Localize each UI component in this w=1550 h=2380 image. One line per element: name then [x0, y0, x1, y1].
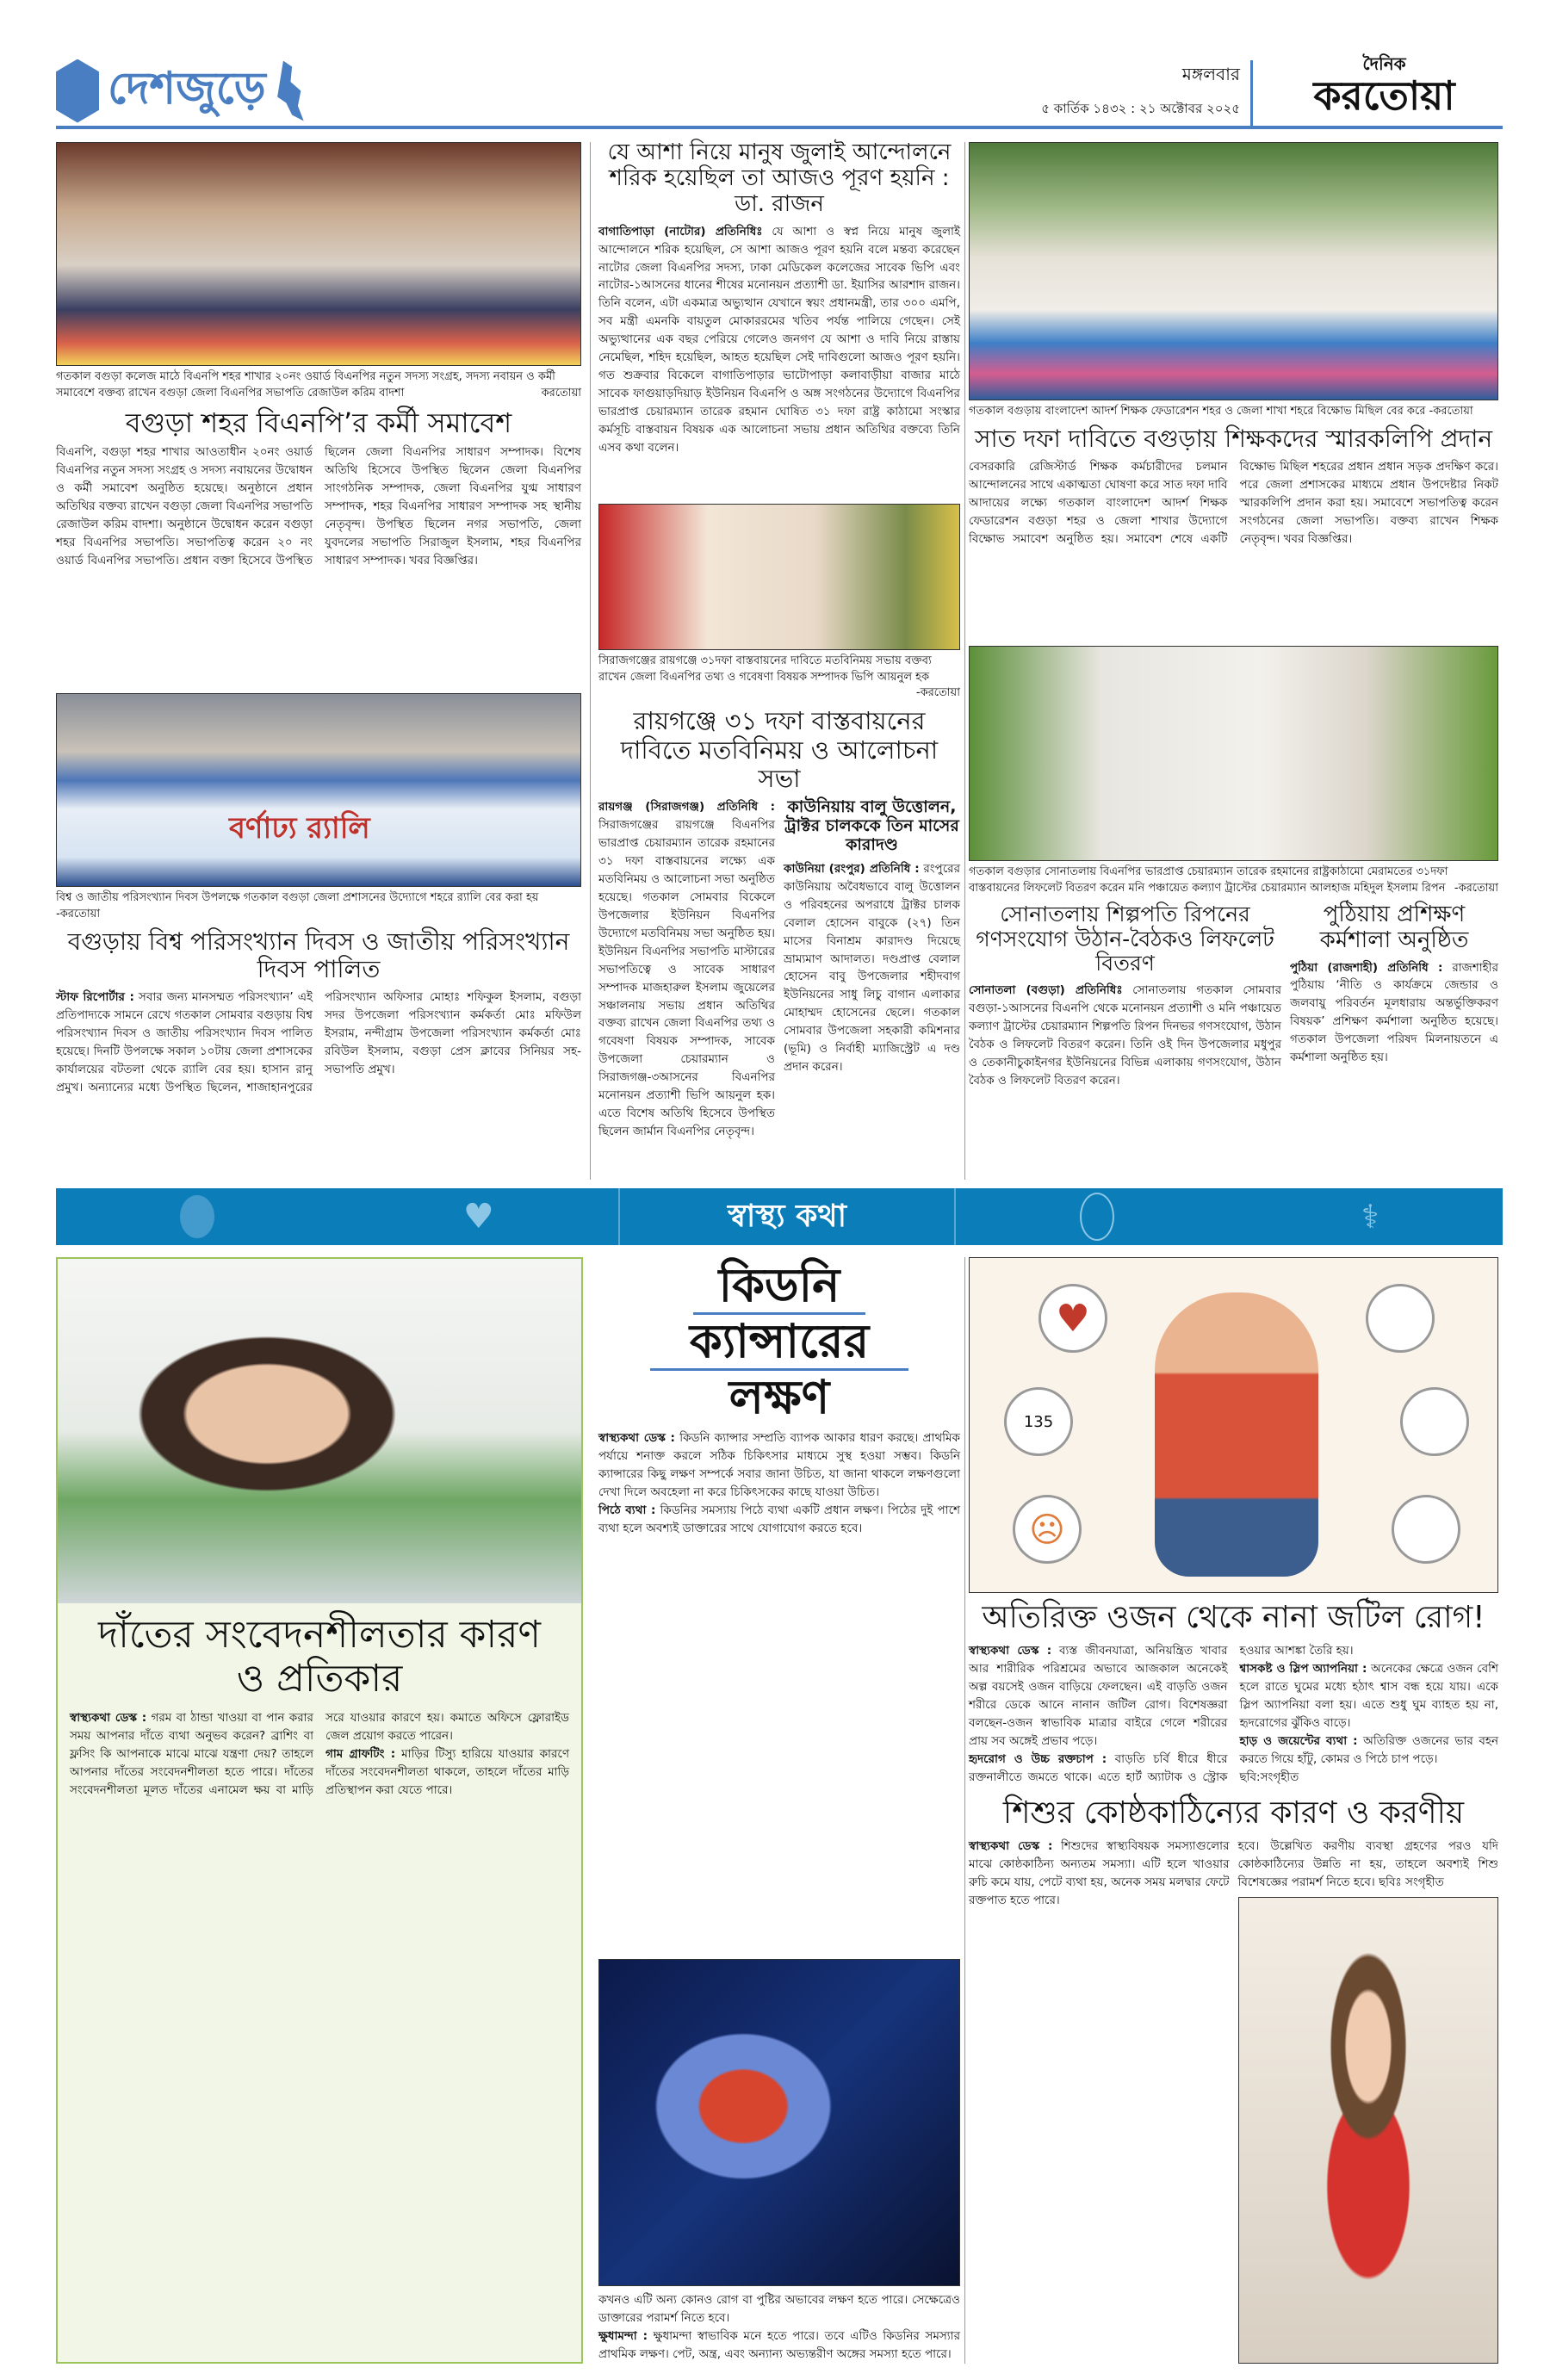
bangladesh-map-icon [275, 61, 304, 121]
caption: গতকাল বগুড়ায় বাংলাদেশ আদর্শ শিক্ষক ফেডারেশন শহর ও জেলা শাখা শহরে বিক্ষোভ মিছিল বের করে -করতোয়া [969, 405, 1473, 418]
sad-face-icon: ☹ [1013, 1495, 1082, 1564]
obese-man-figure [1155, 1292, 1318, 1577]
article-body: স্বাস্থ্যকথা ডেস্ক : গরম বা ঠান্ডা খাওয়া বা পান করার সময় আপনার দাঁতে ব্যথা অনুভব করেন? ব্রাশিং বা ফ্লসিং কি আপনাকে মাঝে মাঝে যন্ত্রণা দেয়? তাহলে আপনার দাঁতের সংবেদনশীলতা হতে পারে। দাঁতের সংবেদনশীলতা মূলত দাঁতের এনামেল ক্ষয় বা মাড়ি সরে যাওয়ার কারণে হয়। কমাতে অফিসে ফ্লোরাইড জেল প্রয়োগ করতে পারেন। গাম গ্রাফটিং : মাড়ির টিস্যু হারিয়ে যাওয়ার কারণে দাঁতের সংবেদনশীলতা থাকলে, তাহলে দাঁতের মাড়ি প্রতিস্থাপন করা যেতে পারে। [70, 1711, 569, 1797]
article-body: বাগাতিপাড়া (নাটোর) প্রতিনিধিঃ যে আশা ও স্বপ্ন নিয়ে মানুষ জুলাই আন্দোলনে শরিক হয়েছিল, সে আশা আজও পূরণ হয়নি বলে মন্তব্য করেছেন নাটোর জেলা বিএনপির সদস্য, ঢাকা মেডিকেল কলেজের সাবেক ভিপি এবং নাটোর-১আসনের ধানের শীষের মনোনয়ন প্রত্যাশী ডা. ইয়াসির আরশাদ রাজন। তিনি বলেন, এটা একমাত্র অভ্যুত্থান যেখানে স্বয়ং প্রধানমন্ত্রী, তার ৩০০ এমপি, সব মন্ত্রী এমনকি বায়তুল মোকাররমের খতিব পর্যন্ত পালিয়ে গেছেন। সেই অভ্যুত্থানের এক বছর পেরিয়ে গেলেও জনগণ যে আশা ও দাবি নিয়ে রাস্তায় নেমেছিল, শহিদ হয়েছিল, আহত হয়েছিল সেই দাবিগুলো আজও পূরণ হয়নি। গত শুক্রবার বিকেলে বাগাতিপাড়ার ভাটোপাড়া কলাবাড়ীয়া বাজার মাঠে সাবেক ফাগুয়াড়দিয়াড় ইউনিয়ন বিএনপি ও অঙ্গ সংগঠনের উদ্যোগে বিএনপির ভারপ্রাপ্ত চেয়ারম্যান তারেক রহমান ঘোষিত ৩১ দফা রাষ্ট্র কাঠামো সংস্কার কর্মসূচি বাস্তবায়ন বিষয়ক এক আলোচনা সভায় প্রধান অতিথির বক্তব্যে তিনি এসব কথা বলেন। [598, 224, 960, 455]
cells-icon [1392, 1495, 1460, 1564]
article-body: সোনাতলা (বগুড়া) প্রতিনিধিঃ সোনাতলায় গতকাল সোমবার বগুড়া-১আসনের বিএনপি থেকে মনোনয়ন প্রত্যাশী ও মনি পঞ্চায়েত কল্যাণ ট্রাস্টের চেয়ারম্যান শিল্পপতি রিপন দিনভর গণসংযোগ, উঠান বৈঠক ও লিফলেট বিতরণ করেন। তিনি ওই দিন উপজেলার মধুপুর ও তেকানীচুকাইনগর ইউনিয়নের বিভিন্ন এলাকায় গণসংযোগ, উঠান বৈঠক ও লিফলেট বিতরণ করেন। [969, 983, 1282, 1088]
caption: গতকাল বগুড়ার সোনাতলায় বিএনপির ভারপ্রাপ্ত চেয়ারম্যান তারেক রহমানের রাষ্ট্রকাঠামো মেরামতের ৩১দফা বাস্তবায়নের লিফলেট বিতরণ করেন মনি পঞ্চায়েত কল্যাণ ট্রাস্টের চেয়ারম্যান আলহাজ মহিদুল ইসলাম রিপন -করতোয়া [969, 865, 1498, 895]
masthead: দৈনিক করতোয়া [1313, 53, 1455, 119]
photo-leaflet-distribution [969, 646, 1498, 861]
header-rule [56, 126, 1503, 129]
photo-woman-toothache [58, 1259, 581, 1603]
section-title: দেশজুড়ে [108, 63, 266, 115]
fetus-icon [1080, 1193, 1114, 1241]
headline: দাঁতের সংবেদনশীলতার কারণ ও প্রতিকার [97, 1613, 542, 1701]
headline: রায়গঞ্জে ৩১ দফা বাস্তবায়নের দাবিতে মতবিনিময় ও আলোচনা সভা [620, 706, 939, 794]
banner-title: স্বাস্থ্য কথা [620, 1188, 956, 1245]
heartbeat-icon: ♥ [462, 1197, 494, 1236]
headline: সোনাতলায় শিল্পপতি রিপনের গণসংযোগ উঠান-বৈঠকও লিফলেট বিতরণ [976, 901, 1274, 976]
banner-text: বর্ণাঢ্য র‌্যালি [229, 811, 370, 846]
teeth-article-panel [56, 1257, 583, 2364]
headline: যে আশা নিয়ে মানুষ জুলাই আন্দোলনে শরিক হয়েছিল তা আজও পূরণ হয়নি : ডা. রাজন [607, 139, 952, 217]
headline: অতিরিক্ত ওজন থেকে নানা জটিল রোগ! [982, 1600, 1485, 1635]
headline: কিডনি ক্যান্সারের লক্ষণ [598, 1259, 960, 1424]
caption: বিশ্ব ও জাতীয় পরিসংখ্যান দিবস উপলক্ষে গতকাল বগুড়া জেলা প্রশাসনের উদ্যোগে শহরে র‌্যালি বের করা হয় -করতোয়া [56, 891, 539, 920]
photo-raiganj-meeting [598, 504, 960, 650]
headline: শিশুর কোষ্ঠকাঠিন্যের কারণ ও করণীয় [1002, 1794, 1465, 1831]
headline: সাত দফা দাবিতে বগুড়ায় শিক্ষকদের স্মারকলিপি প্রদান [974, 424, 1493, 453]
photo-bnp-rally [56, 142, 581, 366]
article-body: স্বাস্থ্যকথা ডেস্ক : কিডনি ক্যান্সার সম্প্রতি ব্যাপক আকার ধারণ করছে। প্রাথমিক পর্যায়ে শনাক্ত করলে সঠিক চিকিৎসার মাধ্যমে সুস্থ হওয়া সম্ভব। কিডনি ক্যান্সারের কিছু লক্ষণ সম্পর্কে সবার জানা উচিত, যা জানা থাকলে লক্ষণগুলো দেখা দিলে অবহেলা না করে চিকিৎসকের কাছে যাওয়া উচিত। পিঠে ব্যথা : কিডনির সমস্যায় পিঠে ব্যথা একটি প্রধান লক্ষণ। পিঠের দুই পাশে ব্যথা হলে অবশ্যই ডাক্তারের সাথে যোগাযোগ করতে হবে। [598, 1431, 960, 1535]
article-body: বেসরকারি রেজিস্টার্ড শিক্ষক কর্মচারীদের চলমান আন্দোলনের সাথে একাত্মতা ঘোষণা করে সাত দফা দাবি আদায়ের লক্ষ্যে গতকাল বাংলাদেশ আদর্শ শিক্ষক ফেডারেশন বগুড়া শহর ও জেলা শাখার উদ্যোগে বিক্ষোভ সমাবেশ অনুষ্ঠিত হয়। সমাবেশ শেষে একটি বিক্ষোভ মিছিল শহরের প্রধান প্রধান সড়ক প্রদক্ষিণ করে। পরে জেলা প্রশাসকের মাধ্যমে প্রধান উপদেষ্টার নিকট স্মারকলিপি প্রদান করা হয়। সমাবেশে সভাপতিত্ব করেন সংগঠনের জেলা সভাপতি। বক্তব্য রাখেন শিক্ষক নেতৃবৃন্দ। খবর বিজ্ঞপ্তির। [969, 460, 1498, 546]
date: ৫ কার্তিক ১৪৩২ : ২১ অক্টোবর ২০২৫ [1041, 101, 1240, 116]
article-body: হবে। উল্লেখিত করণীয় ব্যবস্থা গ্রহণের পরও যদি কোষ্ঠকাঠিন্যের উন্নতি না হয়, তাহলে অবশ্যই শিশু বিশেষজ্ঞের পরামর্শ নিতে হবে। ছবিঃ সংগৃহীত [1237, 1839, 1498, 1889]
headline: কাউনিয়ায় বালু উত্তোলন, ট্রাক্টর চালককে তিন মাসের কারাদণ্ড [784, 797, 959, 855]
photo-child-toilet [1238, 1897, 1499, 2364]
headline: পুঠিয়ায় প্রশিক্ষণ কর্মশালা অনুষ্ঠিত [1319, 901, 1469, 953]
photo-statistics-rally [56, 693, 581, 887]
article-body: স্বাস্থ্যকথা ডেস্ক : ব্যস্ত জীবনযাত্রা, অনিয়ন্ত্রিত খাবার আর শারীরিক পরিশ্রমের অভাবে আজকাল অনেকেই অল্প বয়সেই ওজন বাড়িয়ে ফেলছেন। এই বাড়তি ওজন শরীরে ডেকে আনে নানান জটিল রোগ। বিশেষজ্ঞরা বলছেন-ওজন স্বাভাবিক মাত্রার বাইরে গেলে শরীরের প্রায় সব অঙ্গেই প্রভাব পড়ে। হৃদরোগ ও উচ্চ রক্তচাপ : বাড়তি চর্বি ধীরে ধীরে রক্তনালীতে জমতে থাকে। এতে হার্ট অ্যাটাক ও স্ট্রোক হওয়ার আশঙ্কা তৈরি হয়। শ্বাসকষ্ট ও স্লিপ অ্যাপনিয়া : অনেকের ক্ষেত্রে ওজন বেশি হলে রাতে ঘুমের মধ্যে হঠাৎ শ্বাস বন্ধ হয়ে যায়। একে স্লিপ অ্যাপনিয়া বলা হয়। এতে শুধু ঘুম ব্যাহত হয় না, হৃদরোগের ঝুঁকিও বাড়ে। হাড় ও জয়েন্টের ব্যথা : অতিরিক্ত ওজনের ভার বহন করতে গিয়ে হাঁটু, কোমর ও পিঠে চাপ পড়ে। ছবি:সংগৃহীত [969, 1644, 1499, 1784]
glucose-meter-icon: 135 [1004, 1387, 1073, 1456]
caption: সিরাজগঞ্জের রায়গঞ্জে ৩১দফা বাস্তবায়নের দাবিতে মতবিনিময় সভায় বক্তব্য রাখেন জেলা বিএনপির তথ্য ও গবেষণা বিষয়ক সম্পাদক ভিপি আয়নুল হক -করতোয়া [598, 654, 960, 700]
caption: গতকাল বগুড়া কলেজ মাঠে বিএনপি শহর শাখার ২০নং ওয়ার্ড বিএনপির নতুন সদস্য সংগ্রহ, সদস্য নবায়ন ও কর্মী সমাবেশে বক্তব্য রাখেন বগুড়া জেলা বিএনপির সভাপতি রেজাউল করিম বাদশা করতোয়া [56, 370, 581, 400]
section-logo [56, 53, 304, 128]
article-body: স্বাস্থ্যকথা ডেস্ক : শিশুদের স্বাস্থ্যবিষয়ক সমস্যাগুলোর মাঝে কোষ্ঠকাঠিন্য অন্যতম সমস্যা। এটি হলে খাওয়ার রুচি কমে যায়, পেটে ব্যথা হয়, অনেক সময় মলদ্বার ফেটে রক্তপাত হতে পারে। [969, 1839, 1230, 1907]
section-logo-badge-icon [56, 59, 99, 123]
article-body: রায়গঞ্জ (সিরাজগঞ্জ) প্রতিনিধি : সিরাজগঞ্জের রায়গঞ্জে বিএনপির ভারপ্রাপ্ত চেয়ারম্যান তারেক রহমানের ৩১ দফা বাস্তবায়নের লক্ষ্যে এক মতবিনিময় ও আলোচনা সভা অনুষ্ঠিত হয়েছে। গতকাল সোমবার বিকেলে উপজেলার ইউনিয়ন বিএনপির উদ্যোগে মতবিনিময় সভা অনুষ্ঠিত হয়। ইউনিয়ন বিএনপির সভাপতি মাস্টারের সভাপতিত্বে ও সাবেক সাধারণ সম্পাদক মাজহারুল ইসলাম জুয়েলের সঞ্চালনায় সভায় প্রধান অতিথির বক্তব্য রাখেন জেলা বিএনপির তথ্য ও গবেষণা বিষয়ক সম্পাদক, সাবেক উপজেলা চেয়ারম্যান ও সিরাজগঞ্জ-৩আসনের বিএনপির মনোনয়ন প্রত্যাশী ভিপি আয়নুল হক। এতে বিশেষ অতিথি হিসেবে উপস্থিত ছিলেন জার্মান বিএনপির নেতৃবৃন্দ। [598, 800, 775, 1138]
day: মঙ্গলবার [1181, 64, 1240, 84]
photo-kidney-illustration [598, 1959, 960, 2286]
article-body: কখনও এটি অন্য কোনও রোগ বা পুষ্টির অভাবের লক্ষণ হতে পারে। সেক্ষেত্রেও ডাক্তারের পরামর্শ নিতে হবে। ক্ষুধামন্দা : ক্ষুধামন্দা স্বাভাবিক মনে হতে পারে। তবে এটিও কিডনির সমস্যার প্রাথমিক লক্ষণ। পেট, অন্ত্র, এবং অন্যান্য অভ্যন্তরীণ অঙ্গের সমস্যা হতে পারে। [598, 2293, 960, 2362]
illustration-obesity-diseases [969, 1257, 1498, 1593]
article-body: স্টাফ রিপোর্টার : সবার জন্য মানসম্মত পরিসংখ্যান’ এই প্রতিপাদ্যকে সামনে রেখে গতকাল সোমবার বগুড়ায় বিশ্ব পরিসংখ্যান দিবস ও জাতীয় পরিসংখ্যান দিবস পালিত হয়েছে। দিনটি উপলক্ষে সকাল ১০টায় জেলা প্রশাসকের কার্যালয়ের বটতলা থেকে র‌্যালি বের হয়। হাসান রানু প্রমুখ। অন্যান্যের মধ্যে উপস্থিত ছিলেন, শাজাহানপুরের পরিসংখ্যান অফিসার মোহাঃ শফিকুল ইসলাম, বগুড়া সদর উপজেলা পরিসংখ্যান কর্মকর্তা মোঃ মফিউল ইসরাম, নন্দীগ্রাম উপজেলা পরিসংখ্যান কর্মকর্তা মোঃ রবিউল ইসলাম, বগুড়া প্রেস ক্লাবের সিনিয়র সহ-সভাপতি প্রমুখ। [56, 990, 581, 1094]
headline: বগুড়ায় বিশ্ব পরিসংখ্যান দিবস ও জাতীয় পরিসংখ্যান দিবস পালিত [67, 927, 570, 983]
lungs-icon [1400, 1387, 1469, 1456]
article-body: পুঠিয়া (রাজশাহী) প্রতিনিধি : রাজশাহীর পুঠিয়ায় ‘নীতি ও কার্যক্রমে জেন্ডার ও জলবায়ু পরিবর্তন মূলধারায় অন্তর্ভুক্তিকরণ বিষয়ক’ প্রশিক্ষণ কর্মশালা অনুষ্ঠিত হয়েছে। গতকাল উপজেলা পরিষদ মিলনায়তনে এ কর্মশালা অনুষ্ঠিত হয়। [1290, 960, 1499, 1065]
article-body: কাউনিয়া (রংপুর) প্রতিনিধি : রংপুরের কাউনিয়ায় অবৈধভাবে বালু উত্তোলন ও পরিবহনের অপরাধে ট্রাক্টর চালক বেলাল হোসেন বাবুকে (২৭) তিন মাসের বিনাশ্রম কারাদণ্ড দিয়েছে ভ্রাম্যমাণ আদালত। দণ্ডপ্রাপ্ত বেলাল হোসেন বাবু উপজেলার শহীদবাগ ইউনিয়নের সাধু লিচু বাগান এলাকার মোহাম্মদ হোসেনের ছেলে। গতকাল সোমবার উপজেলা সহকারী কমিশনার (ভূমি) ও নির্বাহী ম্যাজিস্ট্রেট এ দণ্ড প্রদান করেন। [784, 861, 960, 1075]
health-section-banner [56, 1188, 1503, 1245]
headline: বগুড়া শহর বিএনপি’র কর্মী সমাবেশ [125, 406, 512, 439]
article-body: বিএনপি, বগুড়া শহর শাখার আওতাধীন ২০নং ওয়ার্ড বিএনপির নতুন সদস্য সংগ্রহ ও সদস্য নবায়নের উদ্বোধন ও কর্মী সমাবেশ অনুষ্ঠিত হয়েছে। অনুষ্ঠানে প্রধান অতিথির বক্তব্য রাখেন বগুড়া জেলা বিএনপির সভাপতি রেজাউল করিম বাদশা। অনুষ্ঠানে উদ্বোধন করেন বগুড়া শহর বিএনপির সভাপতি। সভাপতিত্ব করেন ২০ নং ওয়ার্ড বিএনপির সভাপতি। প্রধান বক্তা হিসেবে উপস্থিত ছিলেন জেলা বিএনপির সাধারণ সম্পাদক। বিশেষ অতিথি হিসেবে উপস্থিত ছিলেন জেলা বিএনপির সাংগঠনিক সম্পাদক, জেলা বিএনপির যুগ্ম সাধারণ সম্পাদক, শহর বিএনপির সাধারণ সম্পাদক সহ স্থানীয় নেতৃবৃন্দ। উপস্থিত ছিলেন নগর সভাপতি, জেলা যুবদলের সভাপতি সিরাজুল ইসলাম, শহর বিএনপির সাধারণ সম্পাদক। খবর বিজ্ঞপ্তির। [56, 445, 581, 568]
heart-icon: ♥ [1038, 1284, 1107, 1353]
photo-teachers-procession [969, 142, 1498, 400]
medical-cross-icon [180, 1195, 214, 1238]
stethoscope-icon: ⚕ [1361, 1198, 1380, 1236]
brain-icon [1366, 1284, 1435, 1353]
